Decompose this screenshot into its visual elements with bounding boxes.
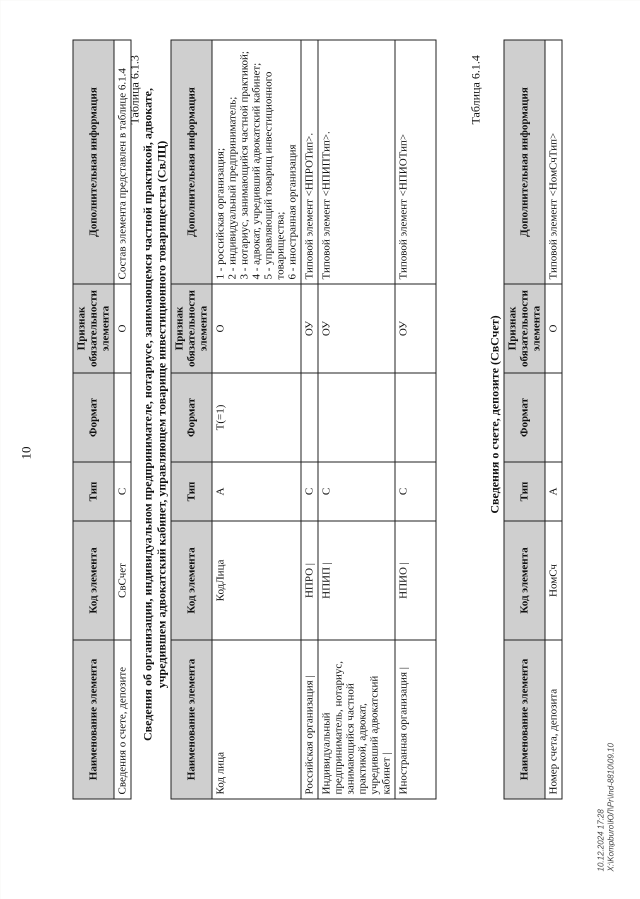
cell-info: Состав элемента представлен в таблице 6.1.4 (114, 40, 131, 284)
cell-name: Код лица (212, 640, 301, 799)
cell-type: С (114, 462, 131, 521)
cell-name: Сведения о счете, депозите (114, 640, 131, 799)
header-name: Наименование элемента (171, 640, 212, 799)
table-header-row (504, 40, 545, 799)
cell-code: НомСч (545, 521, 562, 640)
header-required: Признак обязательности элемента (73, 284, 114, 373)
cell-format (301, 373, 318, 462)
cell-name: Индивидуальный предприниматель, нотариус, занимающийся частной практикой, адвокат, учредивший адвокатский кабинет | (318, 640, 395, 799)
header-code: Код элемента (73, 521, 114, 640)
cell-name: Иностранная организация | (395, 640, 436, 799)
header-format: Формат (171, 373, 212, 462)
cell-required: ОУ (301, 284, 318, 373)
page-number: 10 (18, 446, 33, 459)
cell-info: Типовой элемент <НПИПТип>. (318, 40, 395, 284)
cell-name: Российская организация | (301, 640, 318, 799)
cell-format (395, 373, 436, 462)
cell-code: КодЛица (212, 521, 301, 640)
cell-required: ОУ (318, 284, 395, 373)
header-type: Тип (73, 462, 114, 521)
table-header-row (171, 40, 212, 799)
header-format: Формат (73, 373, 114, 462)
table-title: Сведения о счете, депозите (СвСчет) (487, 314, 501, 514)
footer-timestamp: 10.12.2024 17:28 (596, 808, 605, 871)
table-title: Сведения об организации, индивидуальном предпринимателе, нотариусе, занимающемся частной практикой, адвокате, учредившем адвокатский кабинет, управляющем товарище инвестиционного товарищества (СвЛЦ) (140, 87, 168, 741)
table-row (395, 40, 436, 799)
cell-code: НПИО | (395, 521, 436, 640)
header-required: Признак обязательности элемента (171, 284, 212, 373)
cell-required: О (114, 284, 131, 373)
table-row (545, 40, 562, 799)
cell-format (114, 373, 131, 462)
header-name: Наименование элемента (504, 640, 545, 799)
cell-type: А (545, 462, 562, 521)
table-row (114, 40, 131, 799)
cell-type: А (212, 462, 301, 521)
table-row (212, 40, 301, 799)
cell-required: ОУ (395, 284, 436, 373)
cell-code: СвСчет (114, 521, 131, 640)
cell-format: T(=1) (212, 373, 301, 462)
cell-info: Типовой элемент <НомСчТип> (545, 40, 562, 284)
print-footer (596, 743, 616, 871)
footer-file-path: X:\Kompburo\ЮЛ\Pr\Ind-8810\09.10 (606, 742, 615, 871)
cell-info: Типовой элемент <НПРОТип>. (301, 40, 318, 284)
table-6-1-4 (503, 39, 562, 799)
header-name: Наименование элемента (73, 640, 114, 799)
table-header-row (73, 40, 114, 799)
cell-format (545, 373, 562, 462)
header-code: Код элемента (504, 521, 545, 640)
header-required: Признак обязательности элемента (504, 284, 545, 373)
cell-required: О (212, 284, 301, 373)
cell-code: НПИП | (318, 521, 395, 640)
cell-type: С (318, 462, 395, 521)
header-code: Код элемента (171, 521, 212, 640)
table-6-1-3 (170, 39, 436, 799)
table-row (318, 40, 395, 799)
cell-format (318, 373, 395, 462)
header-info: Дополнительная информация (73, 40, 114, 284)
table-caption: Таблица 6.1.4 (468, 54, 482, 124)
cell-code: НПРО | (301, 521, 318, 640)
header-format: Формат (504, 373, 545, 462)
cell-info: 1 - российская организация; 2 - индивидуальный предприниматель; 3 - нотариус, занимающийся частной практикой; 4 - адвокат, учредивший адвокатский кабинет; 5 - управляющий товарищ инвестиционного товарищества; 6 - иностранная организация (212, 40, 301, 284)
header-type: Тип (171, 462, 212, 521)
cell-required: О (545, 284, 562, 373)
table-row (301, 40, 318, 799)
header-type: Тип (504, 462, 545, 521)
table-6-1-2-continuation (72, 39, 131, 799)
cell-type: С (301, 462, 318, 521)
cell-info: Типовой элемент <НПИОТип> (395, 40, 436, 284)
table-caption: Таблица 6.1.3 (127, 54, 141, 124)
header-info: Дополнительная информация (171, 40, 212, 284)
cell-type: С (395, 462, 436, 521)
cell-name: Номер счета, депозита (545, 640, 562, 799)
header-info: Дополнительная информация (504, 40, 545, 284)
